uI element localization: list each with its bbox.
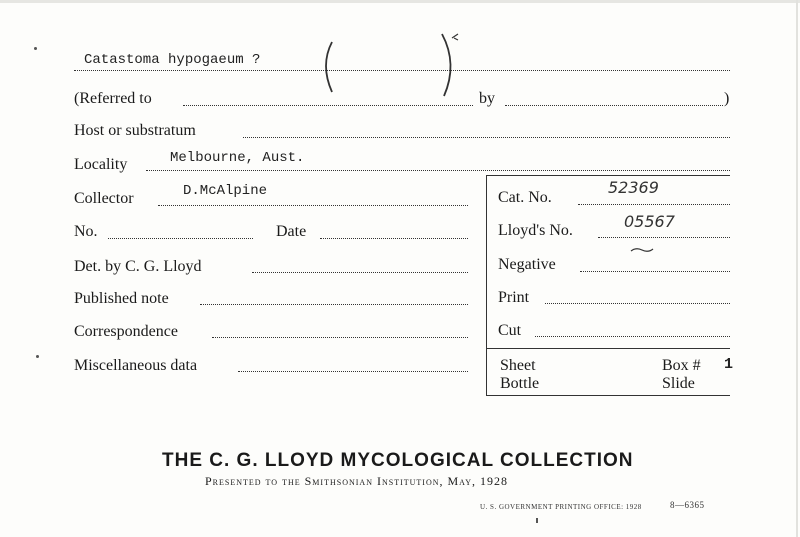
close-paren: ) — [724, 90, 730, 107]
scan-speck — [36, 355, 39, 358]
date-label: Date — [276, 223, 307, 240]
locality-line — [146, 170, 730, 171]
locality-label: Locality — [74, 156, 128, 173]
right-box-top-border — [486, 175, 730, 176]
scan-speck — [34, 47, 37, 50]
slide-label: Slide — [662, 375, 695, 392]
published-note-line — [200, 304, 468, 305]
box-value: 1 — [724, 356, 734, 373]
collection-title: THE C. G. LLOYD MYCOLOGICAL COLLECTION — [162, 450, 634, 471]
cat-no-value: 52369 — [608, 178, 659, 197]
referred-to-label: (Referred to — [74, 90, 152, 107]
misc-data-label: Miscellaneous data — [74, 357, 198, 374]
referred-to-line — [183, 105, 473, 106]
locality-value: Melbourne, Aust. — [170, 150, 305, 166]
sheet-label: Sheet — [500, 357, 536, 374]
cut-line — [535, 336, 730, 337]
scan-edge-top — [0, 0, 800, 3]
cut-label: Cut — [498, 322, 522, 339]
right-box-bottom-border — [486, 395, 730, 396]
published-note-label: Published note — [74, 290, 169, 307]
collector-line — [158, 205, 468, 206]
negative-line — [580, 271, 730, 272]
host-line — [243, 137, 730, 138]
collection-subtitle: Presented to the Smithsonian Institution, May, 1928 — [205, 474, 509, 488]
tilde-mark — [630, 246, 654, 254]
lloyds-no-value: 05567 — [624, 212, 675, 231]
collector-value: D.McAlpine — [183, 183, 268, 199]
correspondence-line — [212, 337, 468, 338]
scan-edge-right — [796, 0, 798, 537]
right-box-left-border — [486, 175, 487, 395]
cat-no-line — [578, 204, 730, 205]
cat-no-label: Cat. No. — [498, 189, 552, 206]
det-by-line — [252, 272, 468, 273]
no-label: No. — [74, 223, 98, 240]
host-label: Host or substratum — [74, 122, 196, 139]
print-line — [545, 303, 730, 304]
no-line — [108, 238, 253, 239]
collector-label: Collector — [74, 190, 134, 207]
scan-speck — [536, 518, 538, 523]
date-line — [320, 238, 468, 239]
right-box-divider — [486, 348, 730, 349]
form-number: 8—6365 — [670, 500, 705, 510]
negative-label: Negative — [498, 256, 556, 273]
lloyds-no-line — [598, 237, 730, 238]
box-label: Box # — [662, 357, 701, 374]
bottle-label: Bottle — [500, 375, 540, 392]
print-label: Print — [498, 289, 530, 306]
printer-imprint: U. S. GOVERNMENT PRINTING OFFICE: 1928 — [480, 503, 642, 511]
lloyds-no-label: Lloyd's No. — [498, 222, 573, 239]
by-line — [505, 105, 723, 106]
misc-data-line — [238, 371, 468, 372]
det-by-label: Det. by C. G. Lloyd — [74, 258, 202, 275]
correspondence-label: Correspondence — [74, 323, 178, 340]
handwritten-parentheses — [318, 30, 468, 100]
by-label: by — [479, 90, 495, 107]
species-name: Catastoma hypogaeum ? — [84, 52, 261, 68]
